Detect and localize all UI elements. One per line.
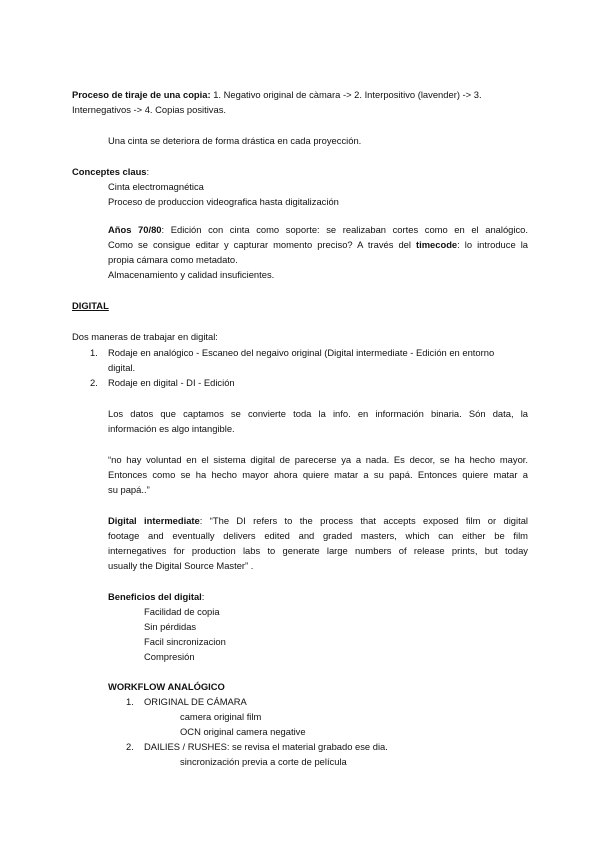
- anos-text-1: : Edición con cinta como soporte: se realizaban cortes como en el analógico.: [161, 224, 528, 235]
- beneficio-item: Sin pérdidas: [144, 621, 197, 632]
- workflow-step-label: ORIGINAL DE CÁMARA: [144, 696, 247, 707]
- datos-line-2: información es algo intangible.: [108, 423, 235, 434]
- beneficio-item: Facil sincronizacion: [144, 636, 226, 647]
- beneficios-colon: :: [201, 591, 205, 602]
- workflow-step-label: DAILIES / RUSHES: se revisa el material grabado ese dia.: [144, 741, 388, 752]
- anos-text-2a: Como se consigue editar y capturar momento preciso? A través del: [108, 239, 416, 250]
- manera-text: Rodaje en analógico - Escaneo del negaivo original (Digital intermediate - Edición en entorno: [108, 347, 495, 358]
- dos-maneras: Dos maneras de trabajar en digital:: [72, 331, 218, 342]
- anos-line-1: [108, 224, 528, 236]
- quote-line-2: Entonces como se ha hecho mayor ahora quiere matar a su papá. Entonces quiere matar a: [108, 469, 528, 480]
- di-line-2: footage and eventually delivers edited and graded masters, which can either be film: [108, 530, 528, 541]
- di-line-4: usually the Digital Source Master” .: [108, 560, 254, 571]
- proceso-text-1: 1. Negativo original de càmara -> 2. Interpositivo (lavender) -> 3.: [210, 89, 482, 100]
- timecode-term: timecode: [415, 239, 458, 250]
- workflow-sub-item: camera original film: [180, 711, 262, 722]
- anos-text-2b: : lo introduce la: [457, 239, 528, 250]
- di-text-1: : “The DI refers to the process that accepts exposed film or digital: [199, 515, 528, 526]
- proceso-line-2: Internegativos -> 4. Copias positivas.: [72, 104, 226, 115]
- quote-line-1: “no hay voluntad en el sistema digital de parecerse ya a nada. Es decor, se ha hecho mayor.: [108, 454, 528, 465]
- workflow-sub-item: OCN original camera negative: [180, 726, 306, 737]
- beneficio-item: Compresión: [144, 651, 195, 662]
- di-label: Digital intermediate: [108, 515, 200, 526]
- anos-label: Años 70/80: [108, 224, 162, 235]
- conceptes-item: Cinta electromagnética: [108, 181, 204, 192]
- di-line-3: internegatives for production labs to generate large numbers of release prints, but today: [108, 545, 528, 556]
- anos-line-4: Almacenamiento y calidad insuficientes.: [108, 269, 275, 280]
- proceso-label: Proceso de tiraje de una copia:: [72, 89, 211, 100]
- digital-heading-text: DIGITAL: [72, 300, 109, 311]
- workflow-sub-item: sincronización previa a corte de película: [180, 756, 347, 767]
- workflow-step-number: 1.: [126, 696, 134, 707]
- conceptes-colon: :: [146, 166, 150, 177]
- conceptes-title: Conceptes claus: [72, 166, 147, 177]
- workflow-step-number: 2.: [126, 741, 134, 752]
- beneficios-title: Beneficios del digital: [108, 591, 202, 602]
- conceptes-item: Proceso de produccion videografica hasta digitalización: [108, 196, 339, 207]
- workflow-title: WORKFLOW ANALÓGICO: [108, 681, 225, 692]
- manera-text-cont: digital.: [108, 362, 136, 373]
- beneficio-item: Facilidad de copia: [144, 606, 220, 617]
- conceptes-heading: [72, 166, 149, 178]
- proceso-line-1: [72, 89, 482, 101]
- manera-text: Rodaje en digital - DI - Edición: [108, 377, 235, 388]
- anos-line-2: [108, 239, 528, 251]
- datos-line-1: Los datos que captamos se convierte toda la info. en información binaria. Són data, la: [108, 408, 528, 419]
- beneficios-heading: [108, 591, 204, 603]
- anos-line-3: propia cámara como metadato.: [108, 254, 238, 265]
- digital-heading: [72, 300, 109, 312]
- manera-number: 2.: [90, 377, 98, 388]
- workflow-heading: [108, 681, 225, 693]
- cinta-note: Una cinta se deteriora de forma drástica en cada proyección.: [108, 135, 362, 146]
- quote-line-3: su papá..”: [108, 484, 150, 495]
- manera-number: 1.: [90, 347, 98, 358]
- di-line-1: [108, 515, 528, 527]
